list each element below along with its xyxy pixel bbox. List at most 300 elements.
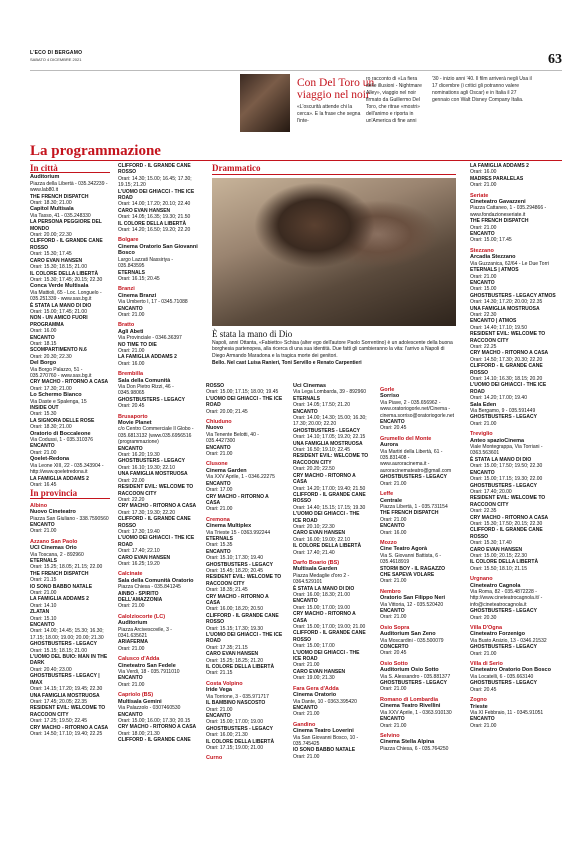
feature-photo [212, 178, 456, 326]
showtimes: Orari: 20.45 [470, 686, 497, 693]
showtimes: Orari: 16.15; 20.45 [118, 275, 160, 282]
film-title: ENCANTO [118, 305, 143, 312]
venue-name: Cineteatro Forzenigo [470, 631, 526, 638]
venue-name: Cinema Branzi [118, 292, 157, 299]
showtimes: Orari: 14.30; 15.00; 16.45; 17.30; 19.15; 21.20 [118, 175, 192, 189]
showtimes: Orari: 17.00 [206, 487, 233, 494]
venue-address: Via Guzzanica, 62/64 - Le Due Torri [470, 260, 550, 267]
teaser-photo [240, 74, 290, 132]
showtimes: Orari: 15.00; 17.00; 19.00 [293, 604, 350, 611]
venue-town: Nembro [380, 588, 401, 595]
venue-town: Gorle [380, 387, 395, 393]
venue-address: Piazza Chiesa, 6 - 035.764250 [380, 745, 449, 752]
venue-name: Anteo spazioCinema [470, 437, 525, 444]
venue-address: Via Daste e Spalenga, 15 [30, 398, 87, 405]
film-title: GHOSTBUSTERS - LEGACY [470, 482, 537, 489]
venue-address: Via XI Febbraio, 11 - 0345.91051 [470, 709, 544, 716]
venue-address: Via Dante, 10 - 0363.395420 [293, 698, 357, 705]
venue-address: Via Tasso, 41 - 035.248330 [30, 212, 91, 219]
showtimes: Orari: 21.00 [206, 451, 233, 458]
film-title: ZLATAN [30, 609, 50, 616]
film-title: GHOSTBUSTERS - LEGACY [380, 474, 447, 481]
venue-address: Via Borgo Palazzo, 51 - 035.270760 - www.sas.bg.it [30, 366, 92, 379]
top-rule [30, 70, 562, 71]
venue-town: Bratto [118, 322, 135, 329]
film-title: CRY MACHO - RITORNO A CASA [206, 493, 269, 506]
showtimes: Orari: 17.35; 21.15 [206, 644, 248, 651]
showtimes: Orari: 18.00; 21.30 [118, 730, 160, 737]
film-title: IL COLORE DELLA LIBERTÀ [30, 270, 99, 277]
showtimes: Orari: 17.30; 19.30; 22.20 [118, 509, 175, 516]
venue-address: Via Locatelli, 6 - 035.663140 [470, 673, 534, 680]
venue-address: Via Provinciale - 0346.36397 [118, 335, 182, 342]
showtimes: Orari: 15.25; 18.25; 21.20 [206, 657, 263, 664]
venue-name: Cinema Oratorio [293, 692, 337, 699]
venue-address: Via Piave, 2 - 035.656962 - www.oratoriogorle.net/Cinema - cinema.sorriso@oratoriogorle.net [380, 399, 454, 419]
showtimes: Orari: 15.45; 18.20; 20.45 [206, 567, 263, 574]
film-title: CARO EVAN HANSEN [470, 546, 523, 553]
venue-name: Uci Cinemas [293, 383, 327, 389]
issue-date: SABATO 4 DICEMBRE 2021 [30, 57, 82, 62]
film-title: IL COLORE DELLA LIBERTÀ [206, 738, 275, 745]
showtimes: Orari: 21.00 [118, 311, 145, 318]
film-title: IL COLORE DELLA LIBERTÀ [118, 220, 187, 227]
film-title: ENCANTO [380, 716, 405, 723]
section-title: La programmazione [30, 143, 161, 159]
venue-name: Oratorio di Boccaleone [30, 430, 91, 437]
showtimes: Orari: 15.00; 17.00; 19.00 [206, 719, 263, 726]
showtimes: Orari: 16.00; 18.30; 21.00 [293, 592, 350, 598]
film-title: NO TIME TO DIE [118, 341, 157, 348]
film-title: ENCANTO [30, 622, 55, 629]
venue-name: Del Borgo [30, 360, 57, 367]
showtimes: Orari: 17.15; 19.00; 21.00 [206, 744, 263, 751]
venue-name: Capitol Multisala [30, 206, 74, 213]
showtimes: Orari: 16.00 [380, 529, 407, 536]
venue-town: Costa Volpino [206, 680, 243, 687]
venue-address: Piazza Medaglie d'oro 2 - 0364.529101 [293, 572, 350, 586]
film-title: CLIFFORD - IL GRANDE CANE ROSSO [206, 612, 279, 626]
showtimes: Orari: 16.20; 19.30 [118, 452, 160, 459]
showtimes: Orari: 20.30 [470, 614, 497, 621]
showtimes: Orari: 15.00; 17.15; 18.00; 19.45 [206, 389, 279, 396]
showtimes: Orari: 16.10; 19.30; 22.10 [118, 464, 175, 471]
venue-address: Via XXV Aprile, 1 - 0363.910130 [380, 709, 452, 716]
film-title: L'UOMO DEL BUIO: MAN IN THE DARK [30, 654, 108, 667]
showtimes: Orari: 17.40; 21.40 [293, 549, 335, 556]
venue-address: Piazza Cattaneo, 1 - 035.294866 - www.fondazioneseriate.it [470, 205, 547, 218]
venue-name: Iride Vega [206, 687, 232, 694]
venue-name: Lo Schermo Bianco [30, 392, 82, 399]
showtimes: Orari: 14.00; 14.45; 15.30; 16.30; 17.15; 18.00; 19.00; 20.00; 21.30 [30, 628, 104, 641]
showtimes: Orari: 22.25 [470, 343, 497, 350]
showtimes: Orari: 14.10 [30, 602, 57, 609]
showtimes: Orari: 21.00 [380, 578, 407, 585]
film-title: ENCANTO [470, 469, 495, 476]
film-title: THE FRENCH DISPATCH [380, 510, 439, 517]
film-title: CRY MACHO - RITORNO A CASA [293, 611, 356, 624]
feature-synopsis: Napoli, anni Ottanta, «Fabietto» Schisa (alter ego dell'autore Paolo Sorrentino) è un adolescente della buona borghesia partenopea, alla ricerca di una sua identità. Due fatti gli cambieranno la vita: l'arrivo a Napoli di Diego Armando Maradona e la tragica morte dei genitori. [212, 340, 453, 359]
film-title: UNA FAMIGLIA MOSTRUOSA [30, 692, 100, 699]
film-title: RESIDENT EVIL: WELCOME TO RACCOON CITY [206, 574, 282, 587]
film-title: L'UOMO DEI GHIACCI - THE ICE ROAD [118, 535, 195, 548]
showtimes: Orari: 16.45 [30, 481, 57, 488]
showtimes: Orari: 21.00 [470, 650, 497, 657]
showtimes: Orari: 21.00 [118, 681, 145, 688]
showtimes: Orari: 16.50; 19.10; 22.45 [293, 447, 350, 454]
film-title: ENCANTO [206, 480, 231, 487]
showtimes: Orari: 21.00 [470, 273, 497, 280]
film-title: CRY MACHO - RITORNO A CASA [470, 350, 549, 357]
venue-address: Via Tenente Belotti, 40 - 035.4427300 [206, 431, 259, 445]
venue-town: Seriate [470, 192, 489, 199]
subhead-in-provincia: In provincia [30, 490, 110, 498]
film-title: ENCANTO [206, 712, 231, 719]
showtimes: Orari: 14.30; 17.20; 20.00; 22.35 [470, 299, 543, 306]
showtimes: Orari: 15.30; 18.15; 21.00 [30, 264, 87, 271]
film-title: RESIDENT EVIL: WELCOME TO RACCOON CITY [118, 484, 194, 497]
venue-address: Via Leone XIII, 22 - 035.343904 - http://www.qoeletredona.it [30, 462, 104, 476]
venue-town: Darfo Boario (BS) [293, 559, 340, 566]
film-title: ENCANTO [30, 334, 55, 341]
showtimes: Orari: 15.15; 18.15; 21.00 [30, 647, 87, 654]
venue-town: Romano di Lombardia [380, 696, 439, 703]
film-title: ENCANTO [30, 521, 55, 528]
film-title: ENCANTO [30, 443, 55, 450]
showtimes: Orari: 21.00 [470, 182, 497, 189]
listings-column-4 [293, 383, 369, 760]
showtimes: Orari: 21.00 [293, 711, 320, 718]
film-title: ENCANTO [206, 444, 231, 451]
film-title: ENCANTO [293, 408, 318, 415]
showtimes: Orari: 21.00 [206, 506, 233, 513]
film-title: L'UOMO DEI GHIACCI - THE ICE ROAD [118, 188, 195, 202]
showtimes: Orari: 17.40; 20.00 [470, 488, 512, 495]
film-title: INSIDE OUT [30, 405, 59, 412]
venue-name: Cinema Stella Alpina [380, 739, 435, 746]
film-title: GHOSTBUSTERS - LEGACY [206, 725, 273, 732]
film-title: CLIFFORD - IL GRANDE CANE ROSSO [470, 363, 543, 376]
film-title: ETERNALS [293, 395, 320, 402]
film-title: LA SIGNORA DELLE ROSE [30, 417, 95, 424]
film-title: CONCERTO [380, 644, 409, 651]
film-title: THE FRENCH DISPATCH [30, 570, 89, 577]
film-title: ENCANTO [118, 445, 143, 452]
venue-town: Capriolo (BS) [118, 692, 154, 699]
venue-address: Via Palazzolo - 0307460530 [118, 705, 181, 712]
listings-column-2 [118, 163, 198, 744]
showtimes: Orari: 21.15 [206, 670, 233, 677]
showtimes: Orari: 15.30 [30, 411, 57, 418]
venue-address: Via Don Pietro Rizzi, 46 - 0345.98065 [118, 384, 174, 397]
showtimes: Orari: 15.10 [30, 615, 57, 622]
showtimes: Orari: 14.40; 15.15; 17.15; 19.30 [293, 504, 366, 511]
venue-town: Stezzano [470, 247, 494, 254]
showtimes: Orari: 15.30; 17.45; 20.15; 22.30 [30, 276, 103, 283]
venue-name: Nuovo Cineteatro [30, 509, 76, 516]
venue-address: Via Roma, 82 - 035.4872228 - http://www.cineteatrocagnola.it/ - info@cineteatrocagnola.it [470, 589, 543, 608]
film-title: GHOSTBUSTERS - LEGACY [470, 680, 537, 687]
showtimes: Orari: 17.25; 19.50; 22.45 [30, 718, 87, 725]
film-title: CARO EVAN HANSEN [118, 207, 171, 214]
venue-town: Leffe [380, 491, 394, 498]
showtimes: Orari: 21.00 [30, 590, 57, 596]
venue-name: Agli Abeti [118, 328, 144, 335]
film-title: THE FRENCH DISPATCH [470, 218, 529, 225]
film-title: ETERNALS [30, 557, 57, 564]
film-title: CRY MACHO - RITORNO A CASA [293, 472, 356, 486]
film-title: ENCANTO [470, 279, 495, 286]
venue-name: Sala della Comunità [118, 377, 171, 384]
venue-name: Conca Verde Multisala [30, 283, 89, 290]
film-title: THE FRENCH DISPATCH [30, 193, 89, 200]
showtimes: Orari: 16.00 [118, 360, 145, 367]
showtimes: Orari: 15.00; 17.45 [470, 237, 512, 244]
film-title: IO SONO BABBO NATALE [30, 583, 93, 590]
showtimes: Orari: 16.25; 19.20 [118, 560, 160, 567]
film-title: CRY MACHO - RITORNO A CASA [206, 593, 269, 606]
teaser-text-col2: ro racconto di «La fiera delle illusioni - Nightmare Alley», viaggio nel noir firmato da Guillermo Del Toro, che ritrae «mostri» dell'animo e riporta in un'America di fine anni [366, 76, 422, 124]
showtimes: Orari: 21.00 [118, 645, 145, 652]
film-title: IL COLORE DELLA LIBERTÀ [470, 559, 539, 566]
venue-name: Cinema Multiplex [206, 523, 252, 530]
subhead-in-citta: In città [30, 165, 110, 173]
venue-name: Auditorium San Zeno [380, 631, 436, 638]
venue-address: Piazza Arcivescovile, 3 - 0341.635621 [118, 626, 172, 640]
venue-name: Auditorium Osio Sotto [380, 667, 439, 674]
showtimes: Orari: 21.00 [380, 480, 407, 487]
venue-address: Via S. Giovanni Battista, 6 - 035.4618919 [380, 552, 442, 566]
film-title: CARO EVAN HANSEN [206, 651, 259, 658]
showtimes: Orari: 17.30; 21.00 [30, 385, 72, 392]
showtimes: Orari: 21.00 [118, 347, 145, 354]
venue-town: Clusone [206, 461, 228, 468]
teaser-text-col3: '30 - inizio anni '40. Il film arriverà negli Usa il 17 dicembre (i critici gli potranno valere nominations agli Oscar) e in Italia il 27 gennaio con Walt Disney Company Italia. [432, 76, 532, 103]
venue-address: Via Mattioli, 65 - Loc. Longuelo - 035.251339 - www.sas.bg.it [30, 289, 102, 303]
showtimes: Orari: 21.00 [470, 224, 497, 231]
film-title: GHOSTBUSTERS - LEGACY | IMAX [30, 673, 100, 686]
showtimes: Orari: 18.30; 21.00 [30, 200, 72, 207]
showtimes: Orari: 15.00; 17.15; 19.30; 22.00 [470, 476, 543, 483]
venue-name: Cine Teatro Agorà [380, 546, 428, 553]
showtimes: Orari: 21.15 [30, 577, 57, 584]
film-title: ENCANTO [470, 231, 495, 238]
film-title: ENCANTO | ATMOS [470, 318, 517, 325]
showtimes: Orari: 20.40; 23.00 [30, 666, 72, 673]
venue-address: Via Toscana, 2 - 892960 [30, 551, 84, 558]
film-title: ENCANTO [118, 675, 143, 682]
venue-address: Via San Giovanni Bosco, 10 - 035.745425 [293, 734, 359, 747]
film-title: CLIFFORD - IL GRANDE CANE ROSSO [118, 516, 191, 529]
film-title: IO SONO BABBO NATALE [293, 747, 356, 754]
venue-address: Piazza San Giuliano - 338.7590560 [30, 515, 109, 522]
venue-name: Trieste [470, 703, 488, 710]
film-title: IL COLORE DELLA LIBERTÀ [293, 543, 362, 550]
showtimes: Orari: 15.00; 20.15; 22.30 [470, 552, 527, 559]
film-title: È STATA LA MANO DI DIO [470, 456, 532, 463]
showtimes: Orari: 17.45; 20.05; 22.35 [30, 698, 87, 705]
venue-town: Cremona [206, 516, 230, 523]
film-title: ENCANTO [118, 711, 143, 718]
film-title: CRY MACHO - RITORNO A CASA [30, 379, 109, 386]
venue-name: Movie Planet [118, 420, 152, 427]
showtimes: Orari: 20.30; 22.30 [30, 353, 72, 360]
teaser-title: Con Del Toro un viaggio nel noir [297, 77, 375, 101]
film-title: UNA FAMIGLIA MOSTRUOSA [118, 471, 188, 478]
showtimes: Orari: 14.00; 14.30; 15.00; 16.30; 17.30; 20.00; 22.20 [293, 415, 367, 428]
showtimes: Orari: 21.00 [293, 753, 320, 760]
feature-genre: Drammatico [212, 163, 456, 175]
film-title: GHOSTBUSTERS - LEGACY [30, 641, 97, 648]
venue-town: Chiuduno [206, 419, 232, 426]
film-title: LA FAMIGLIA ADDAMS 2 [470, 163, 529, 169]
showtimes: Orari: 21.00 [118, 603, 145, 610]
film-title: ETERNALS | ATMOS [470, 267, 519, 274]
showtimes: Orari: 16.00; 19.00; 22.10 [293, 536, 350, 543]
film-title: UNA FAMIGLIA MOSTRUOSA [293, 440, 363, 447]
showtimes: Orari: 14.50; 17.10; 19.40; 22.25 [30, 730, 103, 737]
venue-town: Albino [30, 502, 48, 509]
film-title: CLIFFORD - IL GRANDE CANE [118, 737, 191, 744]
section-rule [30, 160, 562, 161]
film-title: ENCANTO [380, 608, 405, 614]
venue-name: Oratorio San Filippo Neri [380, 595, 446, 602]
showtimes: Orari: 15.30; 17.45 [30, 251, 72, 258]
venue-address: Via Codussi, 1 - 035.310376 [30, 437, 94, 444]
venue-town: Calusco d'Adda [118, 656, 160, 663]
venue-town: Curno [206, 755, 223, 762]
showtimes: Orari: 20.10; 22.30 [293, 523, 335, 530]
showtimes: Orari: 21.00 [380, 686, 407, 693]
showtimes: Orari: 21.00 [293, 662, 320, 669]
film-title: CRY MACHO - RITORNO A CASA [118, 503, 197, 510]
showtimes: Orari: 15.25; 18.05; 21.15; 22.00 [30, 564, 103, 571]
showtimes: Orari: 14.50; 17.30; 20.30; 22.20 [470, 356, 543, 363]
venue-town: Gandino [293, 721, 316, 728]
listings-column-3 [206, 383, 284, 762]
showtimes: Orari: 20.45 [380, 425, 407, 432]
film-title: GHOSTBUSTERS - LEGACY [206, 561, 273, 568]
film-title: LA FAMIGLIA ADDAMS 2 [118, 354, 177, 361]
film-title: L'UOMO DEI GHIACCI - THE ICE ROAD [293, 511, 360, 524]
venue-address: Via Trieste 15 - 0363.992244 [206, 529, 271, 536]
venue-address: Viale Montegrappa, Via Torriani - 0363.563601 [470, 444, 543, 457]
film-title: CARO EVAN HANSEN [118, 554, 171, 561]
film-title: AINBO - SPIRITO DELL'AMAZZONIA [118, 590, 163, 603]
film-title: L'UOMO DEI GHIACCI - THE ICE ROAD [206, 395, 283, 409]
film-title: GHOSTBUSTERS - LEGACY [118, 458, 185, 465]
venue-name: Cineteatro Cagnola [470, 582, 521, 589]
venue-name: UCI Cinemas Orio [30, 545, 77, 552]
film-title: LA PERSONA PEGGIORE DEL MONDO [30, 219, 102, 232]
venue-town: Selvino [380, 732, 400, 739]
showtimes: Orari: 22.00 [118, 477, 145, 484]
venue-town: Urgnano [470, 576, 493, 583]
venue-town: Villa di Serio [470, 661, 503, 668]
film-title: UNA FAMIGLIA MOSTRUOSA [470, 305, 540, 312]
film-title: ARIAFERMA [118, 639, 148, 646]
venue-name: Sala della Comunità Oratorio [118, 577, 194, 584]
film-title: ETERNALS [118, 269, 145, 276]
film-title: GHOSTBUSTERS - LEGACY ATMOS [470, 292, 556, 299]
showtimes: Orari: 22.20 [118, 496, 145, 503]
film-title: RESIDENT EVIL: WELCOME TO RACCOON CITY [293, 453, 369, 466]
film-title: CLIFFORD - IL GRANDE CANE ROSSO [118, 163, 191, 176]
venue-town: Fara Gera d'Adda [293, 685, 339, 692]
showtimes: Orari: 21.00 [470, 722, 497, 729]
venue-name: Aurora [380, 442, 399, 449]
venue-name: Auditorium [118, 620, 148, 627]
venue-address: Piazza Chiesa - 035.841245 [118, 584, 181, 591]
film-title: CARO EVAN HANSEN [293, 668, 346, 675]
film-title: CARO EVAN HANSEN [30, 257, 83, 264]
venue-name: Multisala Garden [293, 566, 338, 573]
paper-name: L'ECO DI BERGAMO [30, 50, 83, 56]
film-title: ENCANTO [293, 598, 318, 605]
film-title: ENCANTO [206, 548, 231, 555]
film-title: L'UOMO DEI GHIACCI - THE ICE ROAD [206, 632, 283, 645]
teaser-lead: «L'oscurità attende chi la cerca». E la frase che segna l'inte- [297, 104, 361, 124]
showtimes: Orari: 21.00 [380, 614, 407, 621]
film-title: RESIDENT EVIL: WELCOME TO RACCOON CITY [470, 495, 546, 508]
film-title: ENCANTO [380, 419, 405, 426]
film-title: LA FAMIGLIA ADDAMS 2 [30, 475, 89, 482]
showtimes: Orari: 15.00; 17.00 [293, 643, 335, 650]
showtimes: Orari: 15.00; 16.00; 17.30; 20.15 [118, 717, 191, 724]
featured-film [212, 163, 456, 366]
showtimes: Orari: 15.35 [206, 542, 233, 549]
film-title: STORM BOY - IL RAGAZZO CHE SAPEVA VOLARE [380, 565, 446, 578]
showtimes: Orari: 14.20; 16.50; 19.20; 22.20 [118, 227, 191, 234]
venue-town: Mozzo [380, 539, 397, 546]
venue-address: Piazza Libertà, 1 - 035.731154 [380, 503, 448, 510]
venue-name: Auditorium [30, 174, 60, 181]
showtimes: Orari: 17.40; 22.10 [118, 548, 160, 555]
venue-address: Via Torrione, 3 - 035.971717 [206, 693, 269, 700]
listings-column-5 [380, 383, 456, 752]
film-title: CRY MACHO - RITORNO A CASA [118, 724, 197, 731]
showtimes: Orari: 20.45 [118, 403, 145, 410]
film-title: ENCANTO [293, 704, 318, 711]
showtimes: Orari: 21.00 [206, 706, 233, 713]
film-title: RESIDENT EVIL: WELCOME TO RACCOON CITY [30, 705, 106, 718]
film-title: CLIFFORD - IL GRANDE CANE ROSSO [293, 630, 366, 643]
venue-address: Via Martiri della Libertà, 61 - 035.831408 - www.auroracinema.it - auroracinemateatro@gmail.com [380, 448, 452, 474]
showtimes: Orari: 14.00; 17.20; 20.10; 22.40 [118, 201, 191, 208]
venue-address: Via S. Alessandro - 035.881377 [380, 673, 451, 680]
showtimes: Orari: 22.30 [470, 311, 497, 318]
venue-name: Sala Eden [470, 401, 497, 408]
showtimes: Orari: 14.05; 16.35; 19.30; 21.50 [118, 214, 191, 221]
feature-cast: Bello. Nel cast Luisa Ranieri, Toni Servillo e Renato Carpentieri [212, 360, 362, 367]
showtimes: Orari: 15.10; 17.30; 19.40 [206, 555, 263, 562]
showtimes: Orari: 14.15; 17.20; 19.45; 22.30 [30, 686, 103, 693]
film-title: GHOSTBUSTERS - LEGACY [470, 414, 537, 421]
film-title: GHOSTBUSTERS - LEGACY [470, 644, 537, 651]
showtimes: Orari: 15.50; 18.10; 21.15 [470, 565, 527, 572]
showtimes: Orari: 20.20; 22.50 [293, 466, 335, 473]
venue-town: Treviglio [470, 431, 493, 438]
film-title: CRY MACHO - RITORNO A CASA [470, 514, 549, 521]
film-title: GHOSTBUSTERS - LEGACY [470, 608, 537, 615]
showtimes: Orari: 15.30; 17.40 [470, 540, 512, 547]
venue-name: Cineteatro Gavazzeni [470, 199, 526, 206]
venue-name: Cineteatro San Fedele [118, 662, 176, 669]
showtimes: Orari: 14.10; 17.05; 19.20; 22.15 [293, 434, 366, 441]
venue-address: Via Busto Arsizio, 13 - 0346.21532 [470, 637, 547, 644]
film-title: CLIFFORD - IL GRANDE CANE ROSSO [293, 491, 366, 505]
film-title: L'UOMO DEI GHIACCI - THE ICE ROAD [293, 649, 360, 663]
